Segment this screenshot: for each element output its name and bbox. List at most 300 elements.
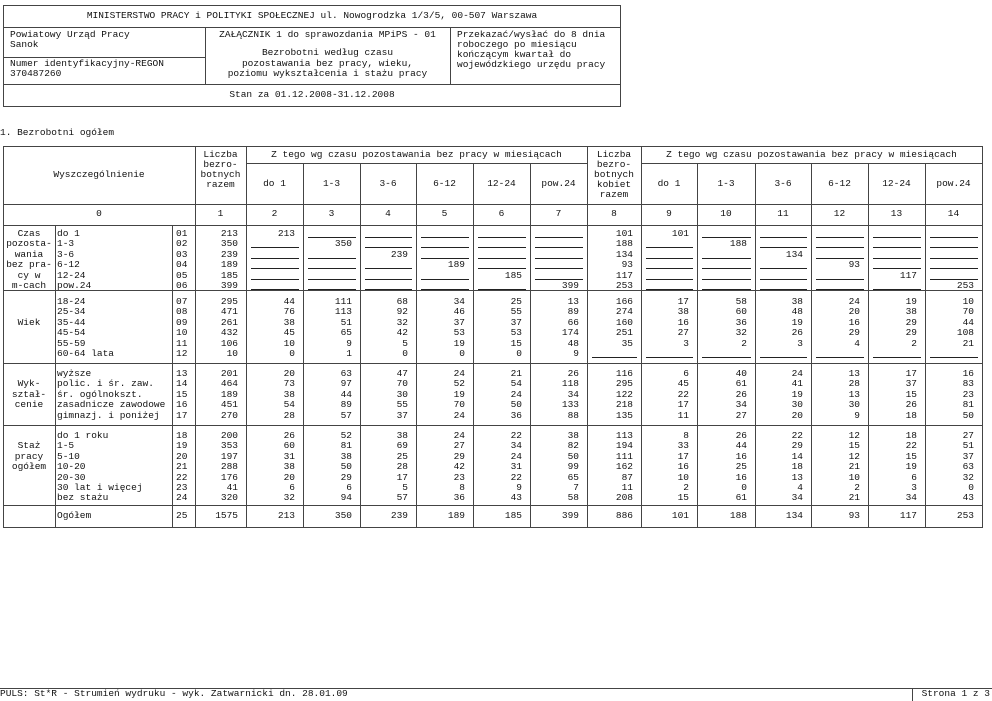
table-cell-value: 99 <box>567 461 579 473</box>
table-cell-value: 451 <box>220 399 238 411</box>
table-cell-value: 27 <box>962 430 974 441</box>
table-cell-value: 22 <box>905 440 917 452</box>
table-cell-value: 17 <box>677 399 689 411</box>
column-number: 2 <box>271 208 278 219</box>
row-label: 60-64 lata <box>57 348 115 359</box>
table-cell-value: 24 <box>453 409 465 421</box>
table-cell-value: 57 <box>396 492 408 504</box>
empty-cell-dash <box>535 247 583 248</box>
empty-cell-dash <box>760 268 807 269</box>
empty-cell-dash <box>702 279 751 280</box>
table-cell-value: 36 <box>510 409 522 421</box>
empty-cell-dash <box>365 237 412 238</box>
row-number: 25 <box>176 510 188 521</box>
table-cell-value: 295 <box>220 296 238 307</box>
office-city: Sanok <box>10 39 39 50</box>
empty-cell-dash <box>760 237 807 238</box>
table-cell-value: 93 <box>848 259 860 271</box>
column-number: 12 <box>833 208 846 219</box>
table-cell-value: 89 <box>567 306 579 318</box>
column-number: 4 <box>385 208 391 219</box>
column-number: 5 <box>441 208 448 219</box>
table-cell-value: 54 <box>510 378 522 390</box>
column-header-total: bezro- <box>203 159 238 170</box>
column-header-total: Liczba <box>203 149 238 160</box>
table-cell-value: 37 <box>396 409 408 421</box>
table-cell-value: 19 <box>453 337 465 349</box>
empty-cell-dash <box>873 357 921 358</box>
table-cell-value: 51 <box>962 440 974 452</box>
row-number: 20 <box>176 450 188 462</box>
table-cell-value: 24 <box>791 368 803 379</box>
group-label: pozosta- <box>6 238 52 250</box>
row-label: pow.24 <box>57 280 92 291</box>
group-label: cy w <box>17 269 41 281</box>
table-cell-value: 8 <box>459 482 465 493</box>
table-cell-value: 10 <box>677 471 689 483</box>
table-cell-value: 0 <box>968 482 974 493</box>
table-cell-value: 25 <box>510 296 522 307</box>
row-number: 07 <box>176 296 188 307</box>
row-number: 19 <box>176 440 188 452</box>
table-cell-value: 51 <box>340 316 352 328</box>
table-cell-value: 106 <box>220 337 238 349</box>
column-number: 9 <box>666 208 672 219</box>
column-number: 0 <box>96 208 102 219</box>
empty-cell-dash <box>535 268 583 269</box>
row-number: 02 <box>176 238 188 250</box>
table-cell-value: 45 <box>283 327 295 339</box>
table-cell-value: 29 <box>905 316 917 328</box>
table-cell-value: 18 <box>905 430 917 441</box>
table-cell-value: 38 <box>567 430 579 441</box>
group-label: Staż <box>17 440 41 452</box>
table-cell-value: 23 <box>453 471 465 483</box>
empty-cell-dash <box>421 237 469 238</box>
table-cell-value: 295 <box>615 378 633 390</box>
table-cell-value: 113 <box>334 306 352 318</box>
row-label: 10-20 <box>57 461 86 473</box>
row-number: 18 <box>176 430 188 441</box>
table-cell-value: 70 <box>962 306 974 318</box>
table-cell-value: 21 <box>848 461 860 473</box>
table-cell-value: 26 <box>791 327 803 339</box>
table-cell-value: 23 <box>962 388 974 400</box>
empty-cell-dash <box>535 258 583 259</box>
column-number: 11 <box>777 208 789 219</box>
table-cell-value: 47 <box>396 368 408 379</box>
table-cell-value: 30 <box>396 388 408 400</box>
empty-cell-dash <box>816 237 864 238</box>
column-header-duration: 1-3 <box>322 178 341 189</box>
table-cell-value: 9 <box>516 482 522 493</box>
table-cell-value: 208 <box>615 492 633 504</box>
empty-cell-dash <box>816 289 864 290</box>
empty-cell-dash <box>646 258 693 259</box>
table-cell-value: 20 <box>848 306 860 318</box>
table-cell-value: 27 <box>735 409 747 421</box>
table-cell-value: 464 <box>220 378 238 390</box>
table-cell-value: 25 <box>735 461 747 473</box>
table-cell-value: 14 <box>791 450 803 462</box>
row-label: do 1 <box>57 228 80 239</box>
table-cell-value: 253 <box>956 510 974 521</box>
table-cell-value: 2 <box>741 337 747 349</box>
table-cell-value: 88 <box>567 409 579 421</box>
table-cell-value: 166 <box>615 296 633 307</box>
submission-note: Przekazać/wysłać do 8 dnia <box>457 29 606 40</box>
table-cell-value: 0 <box>741 482 747 493</box>
annex-description: pozostawania bez pracy, wieku, <box>241 58 414 69</box>
table-cell-value: 26 <box>735 430 747 441</box>
table-cell-value: 11 <box>677 409 689 421</box>
table-cell-value: 213 <box>277 228 295 239</box>
group-label: m-cach <box>11 280 47 291</box>
table-cell-value: 43 <box>962 492 974 504</box>
table-cell-value: 97 <box>340 378 352 390</box>
table-cell-value: 61 <box>735 492 747 504</box>
table-cell-value: 19 <box>791 316 803 328</box>
column-header-duration: 1-3 <box>717 178 735 189</box>
table-cell-value: 213 <box>220 228 238 239</box>
table-cell-value: 21 <box>962 337 974 349</box>
table-cell-value: 34 <box>453 296 465 307</box>
column-number: 13 <box>890 208 903 219</box>
row-label: 30 lat i więcej <box>57 482 143 493</box>
table-cell-value: 239 <box>390 248 408 260</box>
empty-cell-dash <box>251 258 299 259</box>
column-header-description: Wyszczególnienie <box>53 169 145 180</box>
table-cell-value: 350 <box>220 238 238 250</box>
table-cell-value: 38 <box>283 316 295 328</box>
row-number: 09 <box>176 316 188 328</box>
column-header-duration: 12-24 <box>882 178 911 189</box>
empty-cell-dash <box>251 279 299 280</box>
table-cell-value: 253 <box>615 280 633 291</box>
table-cell-value: 3 <box>911 482 917 493</box>
table-cell-value: 135 <box>615 409 633 421</box>
table-cell-value: 22 <box>677 388 689 400</box>
table-cell-value: 2 <box>911 337 917 349</box>
table-cell-value: 16 <box>735 450 747 462</box>
row-label: zasadnicze zawodowe <box>57 399 166 411</box>
table-cell-value: 17 <box>905 368 917 379</box>
table-cell-value: 15 <box>848 440 860 452</box>
table-cell-value: 38 <box>905 306 917 318</box>
table-cell-value: 52 <box>453 378 465 390</box>
empty-cell-dash <box>421 289 469 290</box>
table-cell-value: 34 <box>735 399 747 411</box>
empty-cell-dash <box>478 237 526 238</box>
table-cell-value: 24 <box>510 450 522 462</box>
row-number: 23 <box>176 482 188 493</box>
table-cell-value: 76 <box>283 306 295 318</box>
table-cell-value: 350 <box>334 238 352 250</box>
empty-cell-dash <box>646 268 693 269</box>
table-cell-value: 16 <box>848 316 860 328</box>
table-cell-value: 73 <box>283 378 295 390</box>
table-cell-value: 54 <box>283 399 295 411</box>
table-cell-value: 24 <box>453 368 465 379</box>
table-cell-value: 288 <box>220 461 238 473</box>
empty-cell-dash <box>873 247 921 248</box>
group-label: Wiek <box>17 316 41 328</box>
column-header-women: Liczba <box>596 149 632 160</box>
table-cell-value: 160 <box>615 316 633 328</box>
empty-cell-dash <box>702 357 751 358</box>
table-cell-value: 29 <box>791 440 803 452</box>
row-number: 11 <box>176 337 188 349</box>
office-name: Powiatowy Urząd Pracy <box>10 29 130 40</box>
row-label: polic. i śr. zaw. <box>57 378 154 390</box>
row-number: 06 <box>176 280 188 291</box>
table-cell-value: 31 <box>510 461 522 473</box>
table-cell-value: 41 <box>226 482 238 493</box>
table-cell-value: 34 <box>905 492 917 504</box>
column-header-duration: 3-6 <box>774 178 792 189</box>
table-cell-value: 886 <box>615 510 633 521</box>
table-cell-value: 87 <box>621 471 633 483</box>
empty-cell-dash <box>816 247 864 248</box>
table-cell-value: 38 <box>396 430 408 441</box>
table-cell-value: 7 <box>573 482 579 493</box>
table-cell-value: 44 <box>962 316 974 328</box>
row-number: 10 <box>176 327 188 339</box>
table-cell-value: 12 <box>848 430 860 441</box>
table-cell-value: 37 <box>905 378 917 390</box>
table-row-rule <box>3 505 982 506</box>
table-cell-value: 37 <box>510 316 522 328</box>
table-cell-value: 63 <box>340 368 352 379</box>
table-cell-value: 15 <box>905 450 917 462</box>
table-cell-value: 2 <box>683 482 689 493</box>
table-cell-value: 13 <box>848 368 860 379</box>
row-number: 16 <box>176 399 188 411</box>
row-label: 1-3 <box>57 238 75 250</box>
table-cell-value: 31 <box>283 450 295 462</box>
empty-cell-dash <box>702 268 751 269</box>
table-cell-value: 6 <box>683 368 689 379</box>
table-cell-value: 32 <box>283 492 295 504</box>
table-cell-value: 19 <box>453 388 465 400</box>
submission-note: kończącym kwartał do <box>457 49 572 60</box>
table-cell-value: 33 <box>677 440 689 452</box>
group-label: cenie <box>14 399 44 411</box>
empty-cell-dash <box>930 268 978 269</box>
table-cell-value: 13 <box>791 471 803 483</box>
table-cell-value: 26 <box>567 368 579 379</box>
group-label: bez pra- <box>6 259 52 271</box>
table-cell-value: 17 <box>396 471 408 483</box>
table-cell-value: 29 <box>905 327 917 339</box>
table-cell-value: 134 <box>785 510 803 521</box>
table-cell-value: 28 <box>283 409 295 421</box>
table-cell-value: 253 <box>956 280 974 291</box>
table-cell-value: 55 <box>510 306 522 318</box>
empty-cell-dash <box>646 357 693 358</box>
table-cell-value: 6 <box>346 482 352 493</box>
table-cell-value: 19 <box>791 388 803 400</box>
table-cell-value: 117 <box>899 269 917 281</box>
table-cell-value: 65 <box>340 327 352 339</box>
table-cell-value: 101 <box>671 228 689 239</box>
table-cell-value: 16 <box>677 316 689 328</box>
table-cell-value: 38 <box>340 450 352 462</box>
table-cell-value: 9 <box>573 348 579 359</box>
table-cell-value: 27 <box>677 327 689 339</box>
table-cell-value: 353 <box>220 440 238 452</box>
page-number: Strona 1 z 3 <box>921 688 990 699</box>
table-cell-value: 16 <box>962 368 974 379</box>
table-cell-value: 81 <box>340 440 352 452</box>
column-number: 14 <box>947 208 960 219</box>
row-label: 20-30 <box>57 471 86 483</box>
table-cell-value: 58 <box>567 492 579 504</box>
table-cell-value: 53 <box>510 327 522 339</box>
column-number: 10 <box>720 208 732 219</box>
table-cell-value: 17 <box>677 296 689 307</box>
table-cell-value: 10 <box>226 348 238 359</box>
table-cell-value: 69 <box>396 440 408 452</box>
table-cell-value: 399 <box>561 510 579 521</box>
table-cell-value: 11 <box>621 482 633 493</box>
table-cell-value: 10 <box>283 337 295 349</box>
table-row-rule <box>3 225 982 226</box>
table-cell-value: 57 <box>340 409 352 421</box>
regon-label: Numer identyfikacyjny-REGON <box>10 58 164 69</box>
column-header-duration-group: Z tego wg czasu pozostawania bez pracy w miesiącach <box>271 149 562 160</box>
table-cell-value: 21 <box>510 368 522 379</box>
table-cell-value: 134 <box>785 248 803 260</box>
table-cell-value: 200 <box>220 430 238 441</box>
table-cell-value: 194 <box>615 440 633 452</box>
table-cell-value: 3 <box>797 337 803 349</box>
empty-cell-dash <box>365 279 412 280</box>
section-title: 1. Bezrobotni ogółem <box>0 127 115 138</box>
empty-cell-dash <box>702 258 751 259</box>
table-cell-value: 36 <box>735 316 747 328</box>
empty-cell-dash <box>308 258 356 259</box>
table-cell-value: 44 <box>340 388 352 400</box>
table-cell-value: 3 <box>683 337 689 349</box>
report-period: Stan za 01.12.2008-31.12.2008 <box>229 89 395 100</box>
table-cell-value: 113 <box>615 430 633 441</box>
column-header-duration: 12-24 <box>487 178 516 189</box>
empty-cell-dash <box>930 237 978 238</box>
table-cell-value: 134 <box>615 248 633 260</box>
table-col-rule <box>55 225 56 527</box>
empty-cell-dash <box>478 289 526 290</box>
column-header-total: botnych <box>200 169 241 180</box>
table-cell-value: 42 <box>453 461 465 473</box>
empty-cell-dash <box>365 289 412 290</box>
table-cell-value: 239 <box>390 510 408 521</box>
empty-cell-dash <box>816 357 864 358</box>
row-number: 21 <box>176 461 188 473</box>
row-label: wyższe <box>57 368 92 379</box>
row-number: 01 <box>176 228 188 239</box>
table-cell-value: 174 <box>561 327 579 339</box>
empty-cell-dash <box>873 289 921 290</box>
table-cell-value: 197 <box>220 450 238 462</box>
table-cell-value: 60 <box>283 440 295 452</box>
table-cell-value: 25 <box>396 450 408 462</box>
column-header-women: kobiet <box>596 179 632 190</box>
row-label: 1-5 <box>57 440 75 452</box>
table-cell-value: 52 <box>340 430 352 441</box>
table-cell-value: 68 <box>396 296 408 307</box>
row-label: gimnazj. i poniżej <box>57 409 160 421</box>
table-cell-value: 22 <box>510 430 522 441</box>
table-cell-value: 26 <box>905 399 917 411</box>
table-cell-value: 15 <box>510 337 522 349</box>
row-number: 12 <box>176 348 188 359</box>
table-cell-value: 63 <box>962 461 974 473</box>
table-cell-value: 118 <box>561 378 579 390</box>
table-cell-value: 5 <box>402 482 408 493</box>
table-cell-value: 29 <box>453 450 465 462</box>
table-row-rule <box>3 363 982 364</box>
table-cell-value: 24 <box>453 430 465 441</box>
table-cell-value: 320 <box>220 492 238 504</box>
column-number: 3 <box>328 208 335 219</box>
table-cell-value: 46 <box>453 306 465 318</box>
empty-cell-dash <box>421 279 469 280</box>
column-number: 1 <box>217 208 224 219</box>
table-cell-value: 108 <box>956 327 974 339</box>
empty-cell-dash <box>702 289 751 290</box>
empty-cell-dash <box>308 289 356 290</box>
table-col-rule <box>172 225 173 527</box>
table-cell-value: 34 <box>510 440 522 452</box>
table-cell-value: 399 <box>561 280 579 291</box>
table-cell-value: 32 <box>962 471 974 483</box>
table-cell-value: 261 <box>220 316 238 328</box>
table-cell-value: 55 <box>396 399 408 411</box>
row-label: bez stażu <box>57 492 109 504</box>
table-cell-value: 27 <box>453 440 465 452</box>
table-cell-value: 189 <box>220 259 238 271</box>
row-number: 22 <box>176 471 188 483</box>
table-cell-value: 21 <box>848 492 860 504</box>
empty-cell-dash <box>308 268 356 269</box>
table-cell-value: 82 <box>567 440 579 452</box>
row-number: 24 <box>176 492 188 504</box>
table-cell-value: 50 <box>567 450 579 462</box>
row-label: 35-44 <box>57 316 86 328</box>
table-cell-value: 26 <box>735 388 747 400</box>
table-cell-value: 65 <box>567 471 579 483</box>
empty-cell-dash <box>760 289 807 290</box>
table-cell-value: 13 <box>567 296 579 307</box>
table-cell-value: 12 <box>848 450 860 462</box>
empty-cell-dash <box>760 279 807 280</box>
table-cell-value: 22 <box>791 430 803 441</box>
table-cell-value: 44 <box>735 440 747 452</box>
table-cell-value: 45 <box>677 378 689 390</box>
table-cell-value: 274 <box>615 306 633 318</box>
table-row-rule <box>3 204 982 205</box>
table-cell-value: 162 <box>615 461 633 473</box>
row-label: śr. ogólnokszt. <box>57 388 143 400</box>
table-cell-value: 16 <box>677 461 689 473</box>
column-header-duration: pow.24 <box>541 178 576 189</box>
table-cell-value: 189 <box>447 259 465 271</box>
table-cell-value: 40 <box>735 368 747 379</box>
empty-cell-dash <box>592 357 637 358</box>
table-cell-value: 61 <box>735 378 747 390</box>
table-cell-value: 36 <box>453 492 465 504</box>
